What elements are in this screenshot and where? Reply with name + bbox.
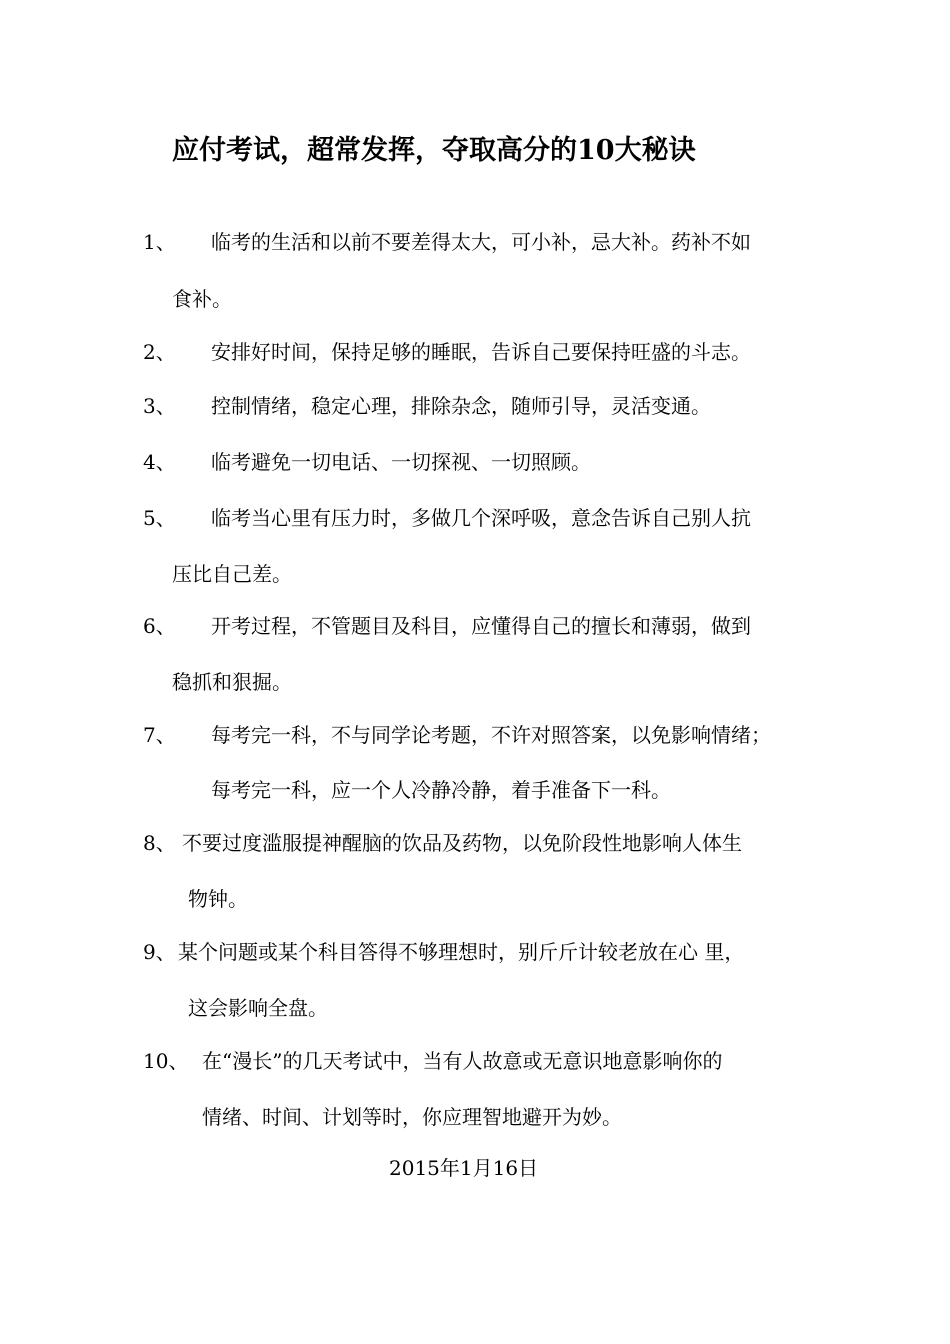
item-number: 7、 bbox=[143, 723, 176, 747]
item-text: 每考完一科，应一个人冷静冷静，着手准备下一科。 bbox=[211, 778, 671, 802]
item-number: 1、 bbox=[143, 230, 176, 254]
item-text: 临考当心里有压力时，多做几个深呼吸，意念告诉自己别人抗 bbox=[211, 506, 751, 530]
item-number: 8、 bbox=[143, 831, 176, 855]
item-number: 2、 bbox=[143, 340, 176, 364]
item-text: 每考完一科，不与同学论考题，不许对照答案，以免影响情绪； bbox=[211, 723, 771, 747]
item-text: 在“漫长”的几天考试中，当有人故意或无意识地意影响你的 bbox=[202, 1049, 723, 1073]
item-text: 食补。 bbox=[172, 287, 232, 311]
item-text: 某个问题或某个科目答得不够理想时，别斤斤计较老放在心 里， bbox=[178, 940, 745, 964]
item-text: 控制情绪，稳定心理，排除杂念，随师引导，灵活变通。 bbox=[211, 394, 711, 418]
item-number: 10、 bbox=[143, 1049, 189, 1073]
item-text: 不要过度滥服提神醒脑的饮品及药物，以免阶段性地影响人体生 bbox=[182, 831, 742, 855]
document-title: 应付考试，超常发挥，夺取高分的10大秘诀 bbox=[172, 135, 696, 166]
item-text: 压比自己差。 bbox=[172, 562, 292, 586]
item-number: 9、 bbox=[143, 940, 176, 964]
item-text: 临考的生活和以前不要差得太大，可小补，忌大补。药补不如 bbox=[211, 230, 751, 254]
item-text: 临考避免一切电话、一切探视、一切照顾。 bbox=[211, 450, 591, 474]
item-text: 开考过程，不管题目及科目，应懂得自己的擅长和薄弱，做到 bbox=[211, 614, 751, 638]
item-number: 4、 bbox=[143, 450, 176, 474]
item-number: 6、 bbox=[143, 614, 176, 638]
document-date: 2015年1月16日 bbox=[389, 1156, 539, 1180]
item-text: 稳抓和狠掘。 bbox=[172, 670, 292, 694]
item-text: 情绪、时间、计划等时，你应理智地避开为妙。 bbox=[202, 1105, 622, 1129]
item-text: 安排好时间，保持足够的睡眠，告诉自己要保持旺盛的斗志。 bbox=[211, 340, 751, 364]
item-text: 物钟。 bbox=[188, 887, 248, 911]
item-number: 3、 bbox=[143, 394, 176, 418]
item-number: 5、 bbox=[143, 506, 176, 530]
item-text: 这会影响全盘。 bbox=[188, 996, 328, 1020]
